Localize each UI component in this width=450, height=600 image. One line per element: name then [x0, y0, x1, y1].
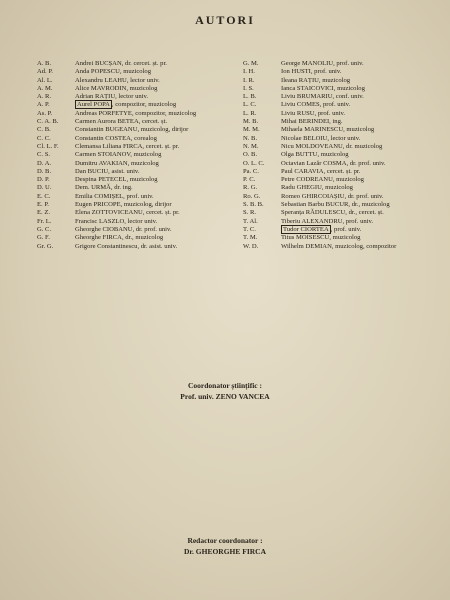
- author-name: Wilhelm DEMIAN: [281, 242, 332, 250]
- author-abbreviation: G. F.: [37, 234, 50, 242]
- redactor-name: Dr. GHEORGHE FIRCA: [183, 547, 267, 556]
- author-entry: [243, 218, 428, 226]
- author-entry: [243, 160, 428, 168]
- author-description: [281, 68, 428, 76]
- author-role: , dr. asist. univ.: [137, 242, 178, 250]
- author-name: Elena ZOTTOVICEANU: [75, 209, 143, 217]
- author-role: , dr., cercet. șt.: [345, 209, 384, 217]
- author-description: [75, 201, 237, 209]
- author-abbreviation: S. R.: [243, 209, 257, 217]
- author-abbreviation: C. A. B.: [37, 118, 59, 126]
- author-abbreviation: M. B.: [243, 118, 259, 126]
- author-entry: [243, 243, 428, 251]
- author-description: [75, 234, 237, 242]
- author-name: Tudor CIORTEA: [283, 225, 329, 233]
- author-name: Emilia COMIȘEL: [75, 192, 124, 200]
- author-abbreviation: C. S.: [37, 151, 51, 159]
- author-description: [281, 151, 428, 159]
- author-name: Clemansa Liliana FIRCA: [75, 142, 143, 150]
- author-abbreviation: A. M.: [37, 84, 53, 92]
- author-entry: [37, 126, 237, 134]
- author-description: [75, 160, 237, 168]
- redactor-label: Redactor coordonator :: [187, 536, 263, 545]
- author-abbreviation: W. D.: [243, 242, 259, 250]
- author-abbreviation: A. B.: [37, 60, 52, 67]
- author-name: Despina PETECEL: [75, 176, 127, 184]
- author-role: , muzicolog: [318, 76, 351, 84]
- author-name: Speranța RĂDULESCU: [281, 209, 346, 217]
- author-role: , cercet. șt. pr.: [142, 209, 180, 217]
- author-abbreviation: G. M.: [243, 60, 259, 67]
- author-name: Nicolae BELOIU: [281, 134, 328, 142]
- author-role: , muzicolog: [321, 184, 353, 192]
- author-description: [281, 143, 428, 151]
- author-role: , dr., muzicolog: [121, 234, 164, 242]
- author-entry: [37, 243, 237, 251]
- author-description: [281, 135, 428, 143]
- author-entry: [243, 77, 428, 85]
- author-name: Liviu RUSU: [281, 109, 315, 117]
- author-role: , muzicolog: [126, 84, 158, 92]
- author-description: [75, 85, 237, 93]
- author-description: [281, 118, 428, 126]
- author-name: George MANOLIU: [281, 60, 334, 67]
- authors-column-left: [37, 60, 237, 251]
- author-description: [75, 126, 237, 134]
- author-description: [281, 160, 428, 168]
- author-abbreviation: P. C.: [243, 176, 256, 184]
- author-abbreviation: E. P.: [37, 201, 49, 209]
- author-name: Mihaela MARINESCU: [281, 126, 344, 134]
- author-role: , muzicolog: [317, 151, 349, 159]
- author-abbreviation: N. B.: [243, 134, 258, 142]
- author-name: Sebastian Barbu BUCUR: [281, 201, 349, 209]
- author-name: Adrian RAȚIU: [75, 93, 116, 101]
- author-name: Liviu COMES: [281, 101, 320, 109]
- author-abbreviation: D. A.: [37, 159, 52, 167]
- author-entry: [37, 85, 237, 93]
- author-role: , compozitor, muzicolog: [111, 101, 177, 109]
- author-entry: [243, 60, 428, 68]
- author-abbreviation: Ad. P.: [37, 68, 53, 76]
- author-name: Alexandru LEAHU: [75, 76, 127, 84]
- author-name: Liviu BRUMARIU: [281, 93, 333, 101]
- author-role: , muzicolog: [343, 126, 375, 134]
- author-name: Radu GHEGIU: [281, 184, 322, 192]
- author-role: , cercet. șt. pr.: [323, 167, 361, 175]
- author-name: Carmen STOIANOV: [75, 151, 131, 159]
- author-description: [75, 110, 237, 118]
- author-abbreviation: D. P.: [37, 176, 50, 184]
- author-role: , prof. univ.: [319, 101, 351, 109]
- author-description: [281, 168, 428, 176]
- author-name: Ileana RAȚIU: [281, 76, 319, 84]
- author-abbreviation: M. M.: [243, 126, 260, 134]
- author-entry: [37, 234, 237, 242]
- author-entry: [243, 135, 428, 143]
- author-abbreviation: E. C.: [37, 192, 51, 200]
- author-name: Andreas PORFETYE: [75, 109, 132, 117]
- author-description: [281, 126, 428, 134]
- author-description: [75, 135, 237, 143]
- author-entry: [37, 176, 237, 184]
- author-description: [75, 209, 237, 217]
- author-role: , prof. univ.: [342, 217, 374, 225]
- author-description: [75, 151, 237, 159]
- author-abbreviation: Fr. L.: [37, 217, 52, 225]
- author-entry: [37, 151, 237, 159]
- author-description: [281, 93, 428, 101]
- author-entry: [243, 93, 428, 101]
- author-description: [281, 176, 428, 184]
- author-name: Gheorghe FIRCA: [75, 234, 122, 242]
- author-role: , dr. ing.: [110, 184, 133, 192]
- author-role: , muzicolog: [126, 176, 158, 184]
- coordinator-name: Prof. univ. ZENO VANCEA: [180, 392, 270, 401]
- author-description: [75, 60, 237, 68]
- author-entry: [243, 176, 428, 184]
- author-entry: [37, 60, 237, 68]
- author-role: , prof. univ.: [310, 68, 342, 76]
- author-role: , muzicolog: [329, 234, 361, 242]
- author-entry: [243, 101, 428, 109]
- author-role: , prof. univ.: [333, 60, 364, 67]
- author-role: , muzicolog: [130, 151, 162, 159]
- author-name: Anda POPESCU: [75, 68, 120, 76]
- author-description: [75, 218, 237, 226]
- author-abbreviation: Pa. C.: [243, 167, 259, 175]
- author-abbreviation: T. M.: [243, 234, 258, 242]
- author-role: , dr. prof. univ.: [344, 192, 384, 200]
- author-description: [281, 226, 428, 234]
- author-name: Constantin COSTEA: [75, 134, 131, 142]
- author-name: Dan BUCIU: [75, 167, 109, 175]
- author-entry: [37, 218, 237, 226]
- author-abbreviation: S. B. B.: [243, 201, 264, 209]
- author-abbreviation: Cl. L. F.: [37, 142, 59, 150]
- author-role: , lector univ.: [126, 76, 160, 84]
- author-entry: [37, 168, 237, 176]
- author-abbreviation: C. B.: [37, 126, 51, 134]
- author-role: , prof. univ.: [123, 192, 154, 200]
- author-description: [281, 193, 428, 201]
- author-abbreviation: R. G.: [243, 184, 258, 192]
- author-name: Tiberiu ALEXANDRU: [281, 217, 343, 225]
- author-name: Eugen PRICOPE: [75, 201, 121, 209]
- author-abbreviation: N. M.: [243, 142, 259, 150]
- author-abbreviation: Al. L.: [37, 76, 53, 84]
- author-entry: [243, 151, 428, 159]
- author-entry: [243, 110, 428, 118]
- author-name: Dem. URMĂ: [75, 184, 111, 192]
- author-entry: [243, 234, 428, 242]
- author-name: Carmen Aurora BETEA: [75, 118, 139, 126]
- author-description: [75, 68, 237, 76]
- author-role: , prof. univ.: [330, 225, 362, 233]
- author-name: Aurel POPA: [77, 101, 110, 109]
- author-name: Ianca STAICOVICI: [281, 84, 334, 92]
- author-abbreviation: G. C.: [37, 225, 52, 233]
- author-role: , muzicolog, dirijor: [120, 201, 172, 209]
- author-name: Titus MOISESCU: [281, 234, 330, 242]
- author-entry: [37, 135, 237, 143]
- author-description: [281, 85, 428, 93]
- author-description: [281, 184, 428, 192]
- author-name: Olga BUTTU: [281, 151, 318, 159]
- author-entry: [243, 184, 428, 192]
- author-abbreviation: I. H.: [243, 68, 255, 76]
- author-abbreviation: O. L. C.: [243, 159, 265, 167]
- author-entry: [37, 143, 237, 151]
- page-heading: AUTORI: [195, 13, 255, 27]
- author-description: [281, 110, 428, 118]
- author-description: [281, 101, 428, 109]
- author-abbreviation: Gr. G.: [37, 242, 54, 250]
- author-role: , lector univ.: [115, 93, 149, 101]
- author-role: , muzicolog: [332, 176, 364, 184]
- author-entry: [37, 77, 237, 85]
- author-abbreviation: L. C.: [243, 101, 257, 109]
- author-description: [75, 77, 237, 85]
- redactor-block: [0, 535, 450, 557]
- author-abbreviation: As. P.: [37, 109, 53, 117]
- author-abbreviation: C. C.: [37, 134, 51, 142]
- author-role: , dr. muzicolog: [342, 142, 383, 150]
- author-description: [281, 77, 428, 85]
- author-entry: [37, 226, 237, 234]
- author-abbreviation: T. C.: [243, 225, 256, 233]
- author-role: , dr. prof. univ.: [346, 159, 386, 167]
- author-entry: [37, 118, 237, 126]
- author-role: , corealog: [130, 134, 157, 142]
- author-name: Alice MAVRODIN: [75, 84, 127, 92]
- author-role: , muzicolog, dirijor: [137, 126, 189, 134]
- author-role: , asist. univ.: [108, 167, 140, 175]
- author-role: , muzicolog: [119, 68, 152, 76]
- author-entry: [243, 226, 428, 234]
- author-role: , cercet. șt. pr.: [142, 142, 180, 150]
- author-abbreviation: E. Z.: [37, 209, 51, 217]
- author-entry: [243, 209, 428, 217]
- author-abbreviation: I. S.: [243, 84, 254, 92]
- author-abbreviation: D. B.: [37, 167, 52, 175]
- author-name: Romeo GHIRCOIAȘIU: [281, 192, 345, 200]
- author-entry: [37, 110, 237, 118]
- author-role: , ing.: [329, 118, 343, 126]
- author-entry: [243, 143, 428, 151]
- coordinator-label: Coordonator științific :: [187, 381, 263, 390]
- author-name: Dumitru AVAKIAN: [75, 159, 128, 167]
- author-role: , muzicolog: [333, 84, 365, 92]
- author-entry: [243, 68, 428, 76]
- author-name: Ion HUSTI: [281, 68, 311, 76]
- author-description: [75, 193, 237, 201]
- author-role: , prof. univ.: [314, 109, 346, 117]
- author-entry: [37, 68, 237, 76]
- author-name: Octavian Lazăr COSMA: [281, 159, 347, 167]
- author-name: Mihai BERINDEI: [281, 118, 330, 126]
- author-name: Constantin BUGEANU: [75, 126, 138, 134]
- coordinator-block: [0, 380, 450, 402]
- author-entry: [37, 101, 237, 109]
- author-entry: [243, 193, 428, 201]
- author-abbreviation: A. R.: [37, 93, 52, 101]
- author-abbreviation: A. P.: [37, 101, 50, 109]
- author-role: , dr. prof. univ.: [132, 225, 172, 233]
- author-entry: [243, 168, 428, 176]
- author-role: , dr., muzicolog: [348, 201, 390, 209]
- author-description: [75, 226, 237, 234]
- author-name: Petre CODREANU: [281, 176, 333, 184]
- author-description: [281, 209, 428, 217]
- author-description: [75, 243, 237, 251]
- authors-column-right: [243, 60, 428, 251]
- author-description: [75, 101, 237, 109]
- author-name: Gheorghe CIOBANU: [75, 225, 133, 233]
- author-abbreviation: L. B.: [243, 93, 257, 101]
- author-entry: [37, 160, 237, 168]
- author-entry: [37, 193, 237, 201]
- author-description: [75, 143, 237, 151]
- author-name: Andrei BUCȘAN: [75, 60, 122, 67]
- author-role: , compozitor, muzicolog: [131, 109, 197, 117]
- author-description: [281, 60, 428, 68]
- author-abbreviation: D. U.: [37, 184, 52, 192]
- author-role: , muzicolog: [127, 159, 159, 167]
- author-name: Paul CARAVIA: [281, 167, 324, 175]
- author-role: , conf. univ.: [332, 93, 364, 101]
- author-name: Grigore Constantinescu: [75, 242, 138, 250]
- author-abbreviation: Ro. G.: [243, 192, 261, 200]
- author-entry: [243, 126, 428, 134]
- author-entry: [243, 85, 428, 93]
- author-name: Francisc LASZLO: [75, 217, 125, 225]
- author-role: , dr. cercet. șt. pr.: [121, 60, 167, 67]
- author-description: [75, 168, 237, 176]
- author-role: , lector univ.: [327, 134, 361, 142]
- author-abbreviation: I. R.: [243, 76, 255, 84]
- author-name: Nicu MOLDOVEANU: [281, 142, 343, 150]
- author-description: [281, 234, 428, 242]
- author-abbreviation: O. B.: [243, 151, 258, 159]
- author-description: [75, 118, 237, 126]
- author-entry: [243, 118, 428, 126]
- author-abbreviation: T. Al.: [243, 217, 258, 225]
- author-entry: [37, 201, 237, 209]
- author-role: , muzicolog, compozitor: [331, 242, 397, 250]
- author-entry: [37, 184, 237, 192]
- author-description: [75, 184, 237, 192]
- author-role: , lector univ.: [124, 217, 158, 225]
- author-abbreviation: L. R.: [243, 109, 257, 117]
- author-description: [281, 243, 428, 251]
- author-entry: [37, 209, 237, 217]
- author-role: , cercet. șt.: [138, 118, 168, 126]
